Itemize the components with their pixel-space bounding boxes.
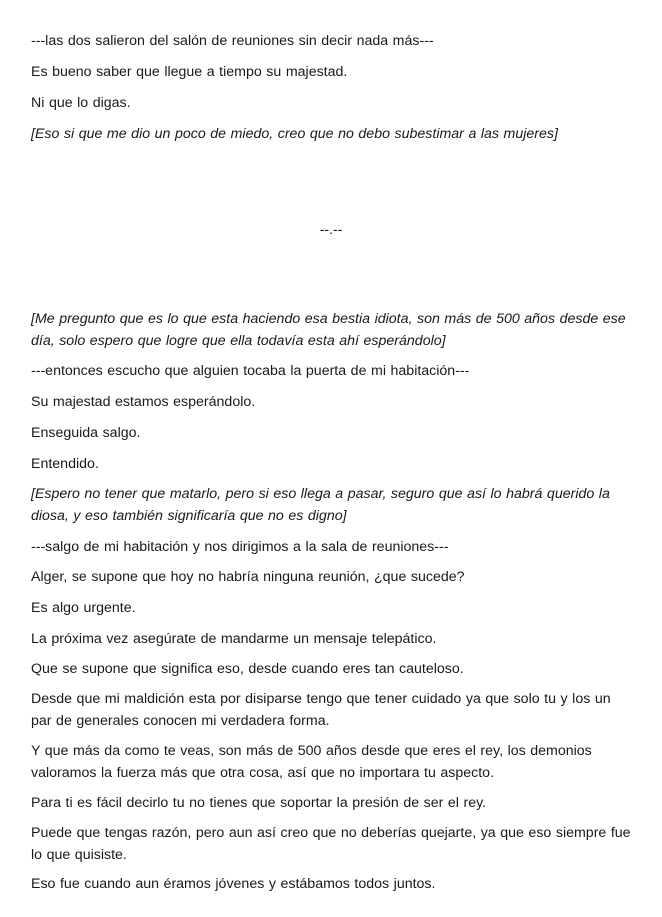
paragraph-thought: [Me pregunto que es lo que esta haciendo esa bestia idiota, son más de 500 años desde ese día, solo espero que logre que ella todavía esta ahí esperándolo] <box>31 311 626 349</box>
paragraph-narration: ---entonces escucho que alguien tocaba la puerta de mi habitación--- <box>31 363 470 379</box>
paragraph-dialogue: Ni que lo digas. <box>31 95 131 111</box>
paragraph-thought: [Espero no tener que matarlo, pero si eso llega a pasar, seguro que así lo habrá querido la diosa, y eso también significaría que no es digno] <box>31 486 610 524</box>
paragraph-dialogue: La próxima vez asegúrate de mandarme un mensaje telepático. <box>31 631 437 647</box>
scene-separator: --.-- <box>319 221 343 237</box>
paragraph-dialogue: Es bueno saber que llegue a tiempo su majestad. <box>31 64 348 80</box>
paragraph-dialogue: Y que más da como te veas, son más de 500 años desde que eres el rey, los demonios valoramos la fuerza más que otra cosa, así que no importara tu aspecto. <box>31 743 592 781</box>
paragraph-dialogue: Su majestad estamos esperándolo. <box>31 394 256 410</box>
paragraph-dialogue: Enseguida salgo. <box>31 425 141 441</box>
paragraph-dialogue: Entendido. <box>31 456 99 472</box>
paragraph-narration: ---salgo de mi habitación y nos dirigimos a la sala de reuniones--- <box>31 539 449 555</box>
paragraph-dialogue: Es algo urgente. <box>31 600 136 616</box>
paragraph-dialogue: Desde que mi maldición esta por disiparse tengo que tener cuidado ya que solo tu y los un par de generales conocen mi verdadera forma. <box>31 691 611 729</box>
paragraph-dialogue: Para ti es fácil decirlo tu no tienes que soportar la presión de ser el rey. <box>31 795 487 811</box>
paragraph-dialogue: Puede que tengas razón, pero aun así creo que no deberías quejarte, ya que eso siempre fue lo que quisiste. <box>31 825 631 863</box>
paragraph-narration: ---las dos salieron del salón de reuniones sin decir nada más--- <box>31 33 434 49</box>
paragraph-dialogue: Que se supone que significa eso, desde cuando eres tan cauteloso. <box>31 661 464 677</box>
paragraph-dialogue: Alger, se supone que hoy no habría ninguna reunión, ¿que sucede? <box>31 569 465 585</box>
paragraph-dialogue: Eso fue cuando aun éramos jóvenes y estábamos todos juntos. <box>31 876 436 892</box>
paragraph-thought: [Eso si que me dio un poco de miedo, creo que no debo subestimar a las mujeres] <box>31 126 558 142</box>
